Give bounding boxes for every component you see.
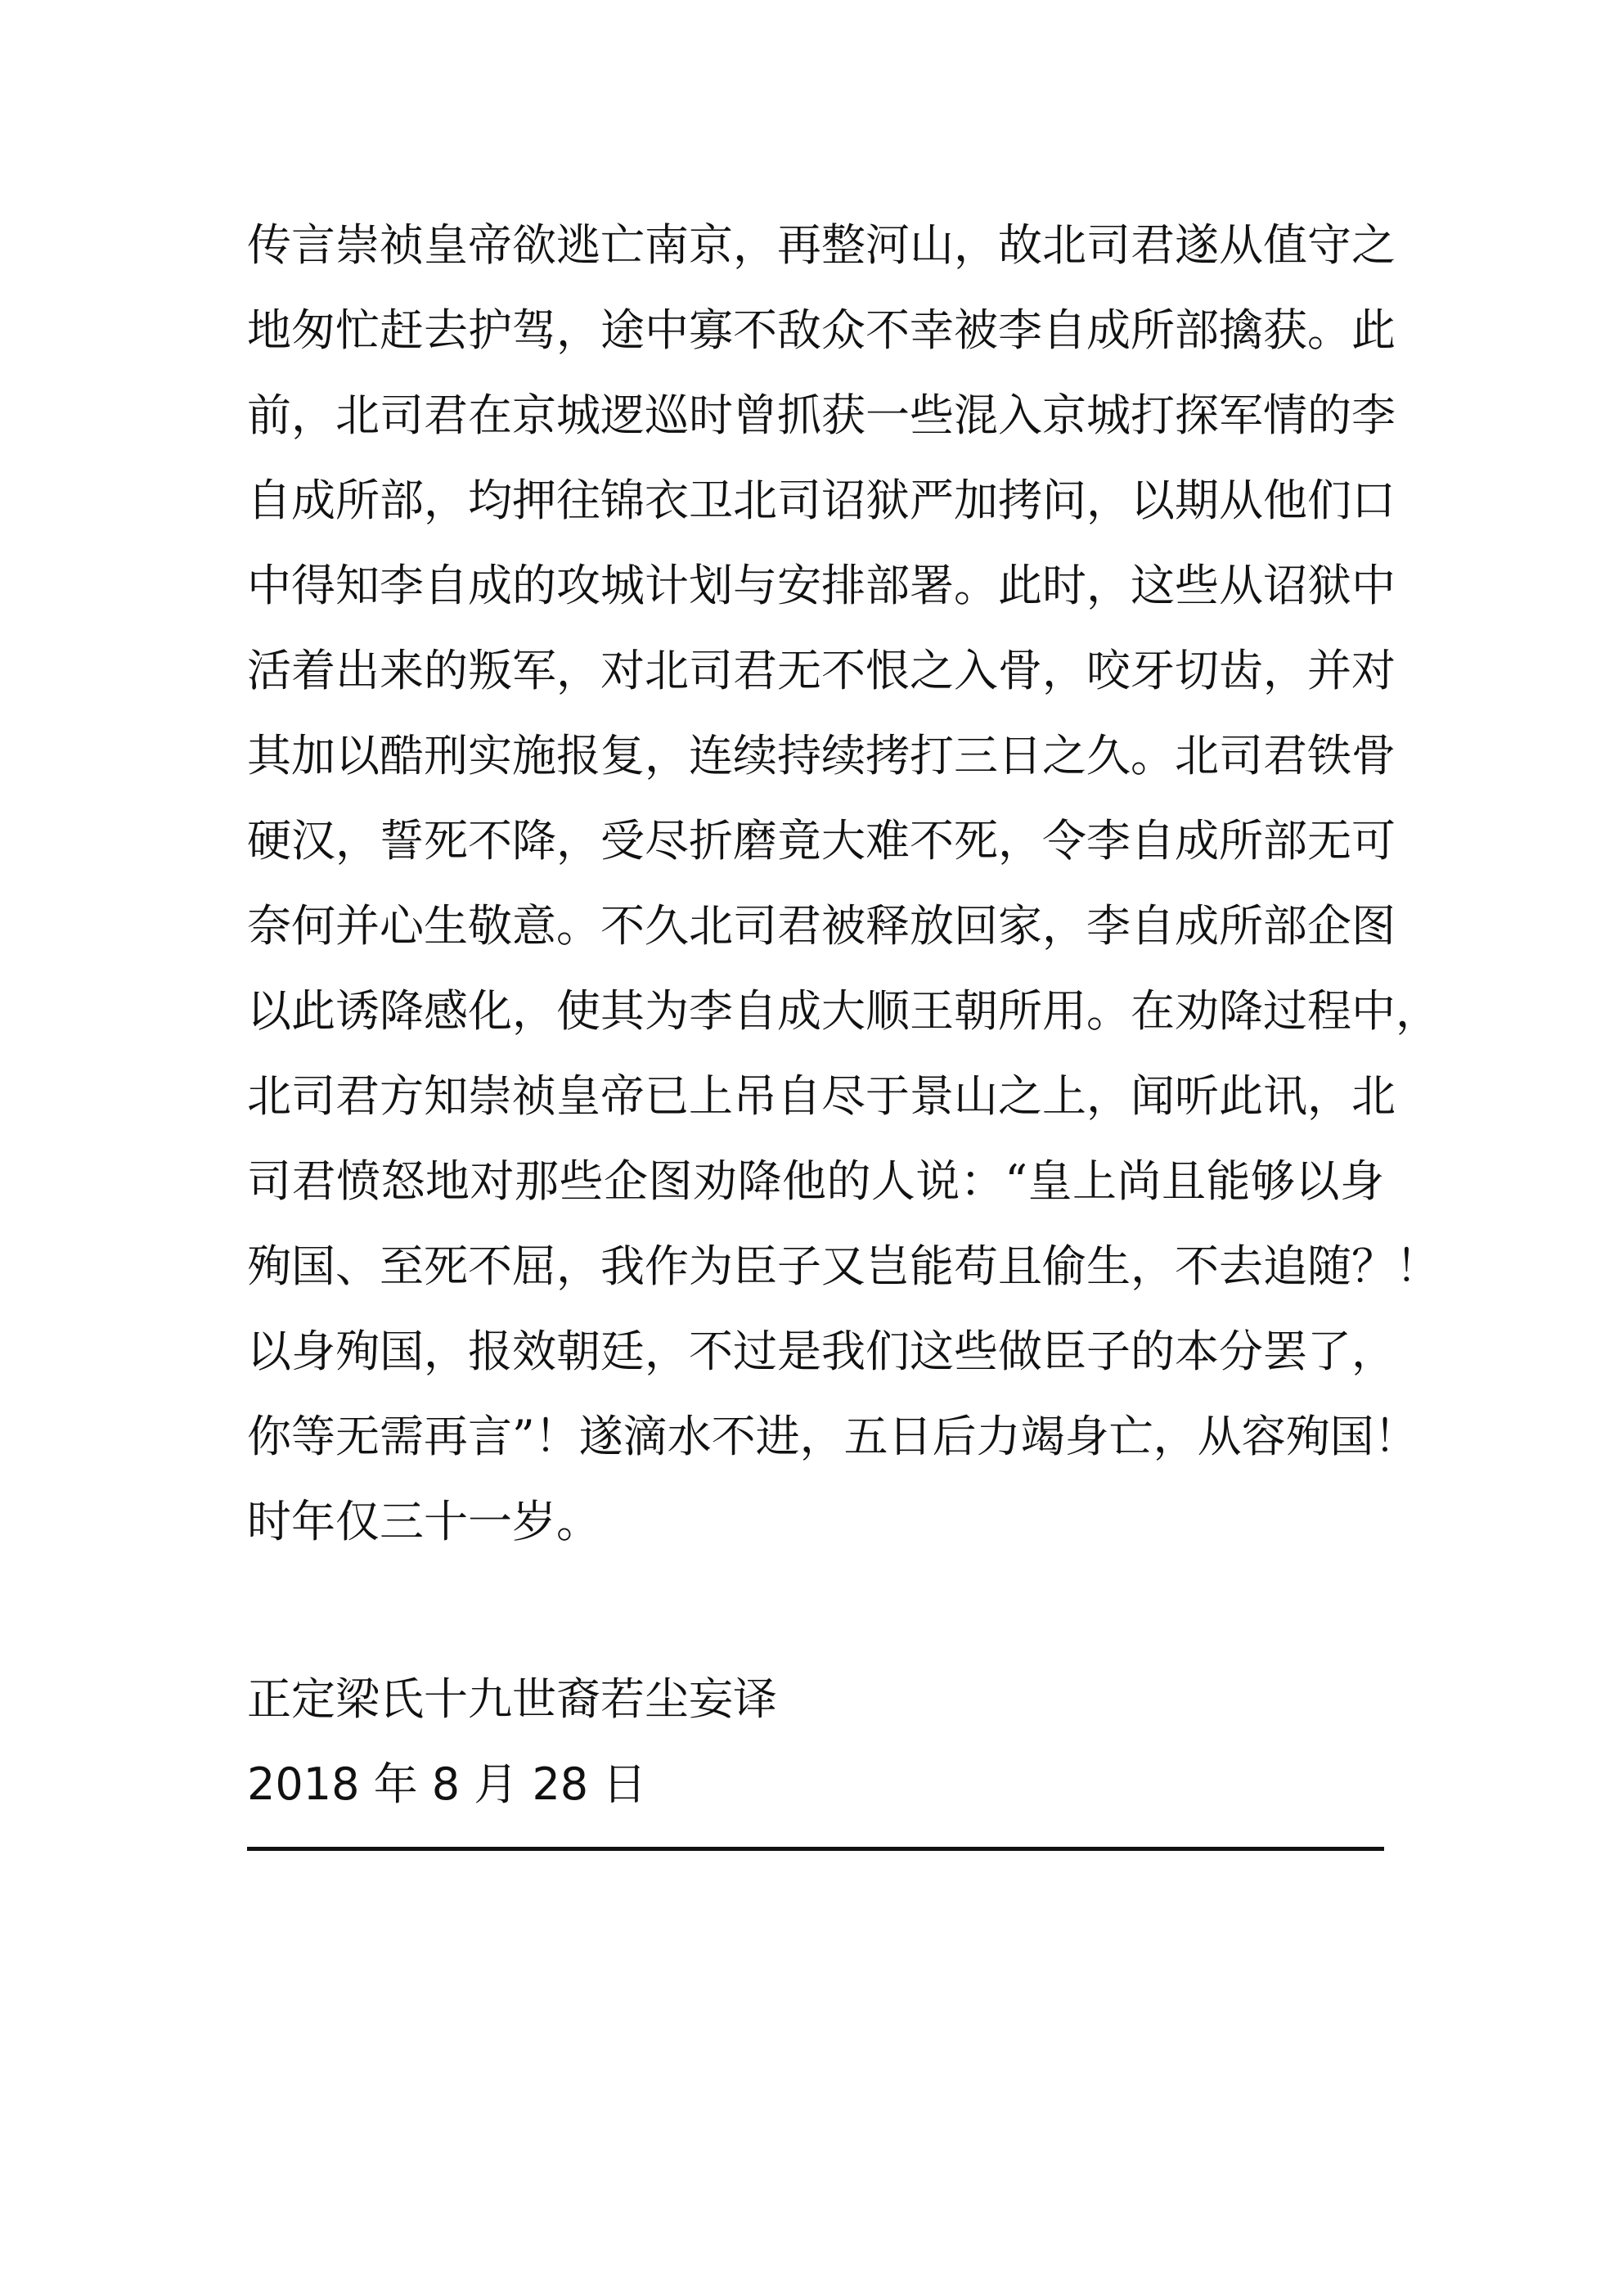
paragraph-line: 活着出来的叛军，对北司君无不恨之入骨，咬牙切齿，并对 [247, 645, 1396, 696]
body-paragraph [247, 203, 1440, 1564]
paragraph-line: 奈何并心生敬意。不久北司君被释放回家，李自成所部企图 [247, 900, 1396, 952]
horizontal-rule [247, 1847, 1384, 1851]
paragraph-line: 你等无需再言”！遂滴水不进，五日后力竭身亡，从容殉国！ [247, 1411, 1418, 1462]
paragraph-line: 司君愤怒地对那些企图劝降他的人说：“皇上尚且能够以身 [247, 1155, 1384, 1207]
paragraph-line: 以此诱降感化，使其为李自成大顺王朝所用。在劝降过程中， [247, 985, 1440, 1037]
paragraph-line: 北司君方知崇祯皇帝已上吊自尽于景山之上，闻听此讯，北 [247, 1070, 1396, 1122]
paragraph-line: 其加以酷刑实施报复，连续持续拷打三日之久。北司君铁骨 [247, 730, 1396, 781]
paragraph-line: 以身殉国，报效朝廷，不过是我们这些做臣子的本分罢了， [247, 1326, 1396, 1377]
paragraph-line: 殉国、至死不屈，我作为臣子又岂能苟且偷生，不去追随？！ [247, 1240, 1440, 1292]
paragraph-line: 前，北司君在京城逻巡时曾抓获一些混入京城打探军情的李 [247, 389, 1396, 441]
paragraph-line: 硬汉，誓死不降，受尽折磨竟大难不死，令李自成所部无可 [247, 815, 1396, 867]
date-line: 2018 年 8 月 28 日 [247, 1758, 647, 1810]
paragraph-last-line: 时年仅三十一岁。 [247, 1496, 600, 1547]
paragraph-line: 中得知李自成的攻城计划与安排部署。此时，这些从诏狱中 [247, 560, 1396, 611]
translator-credit: 正定梁氏十九世裔若尘妄译 [247, 1673, 777, 1725]
paragraph-line: 传言崇祯皇帝欲逃亡南京，再整河山，故北司君遂从值守之 [247, 219, 1396, 271]
paragraph-line: 地匆忙赶去护驾，途中寡不敌众不幸被李自成所部擒获。此 [247, 304, 1396, 356]
signature-block [247, 1657, 1384, 1827]
paragraph-line: 自成所部，均押往锦衣卫北司诏狱严加拷问，以期从他们口 [247, 475, 1396, 526]
